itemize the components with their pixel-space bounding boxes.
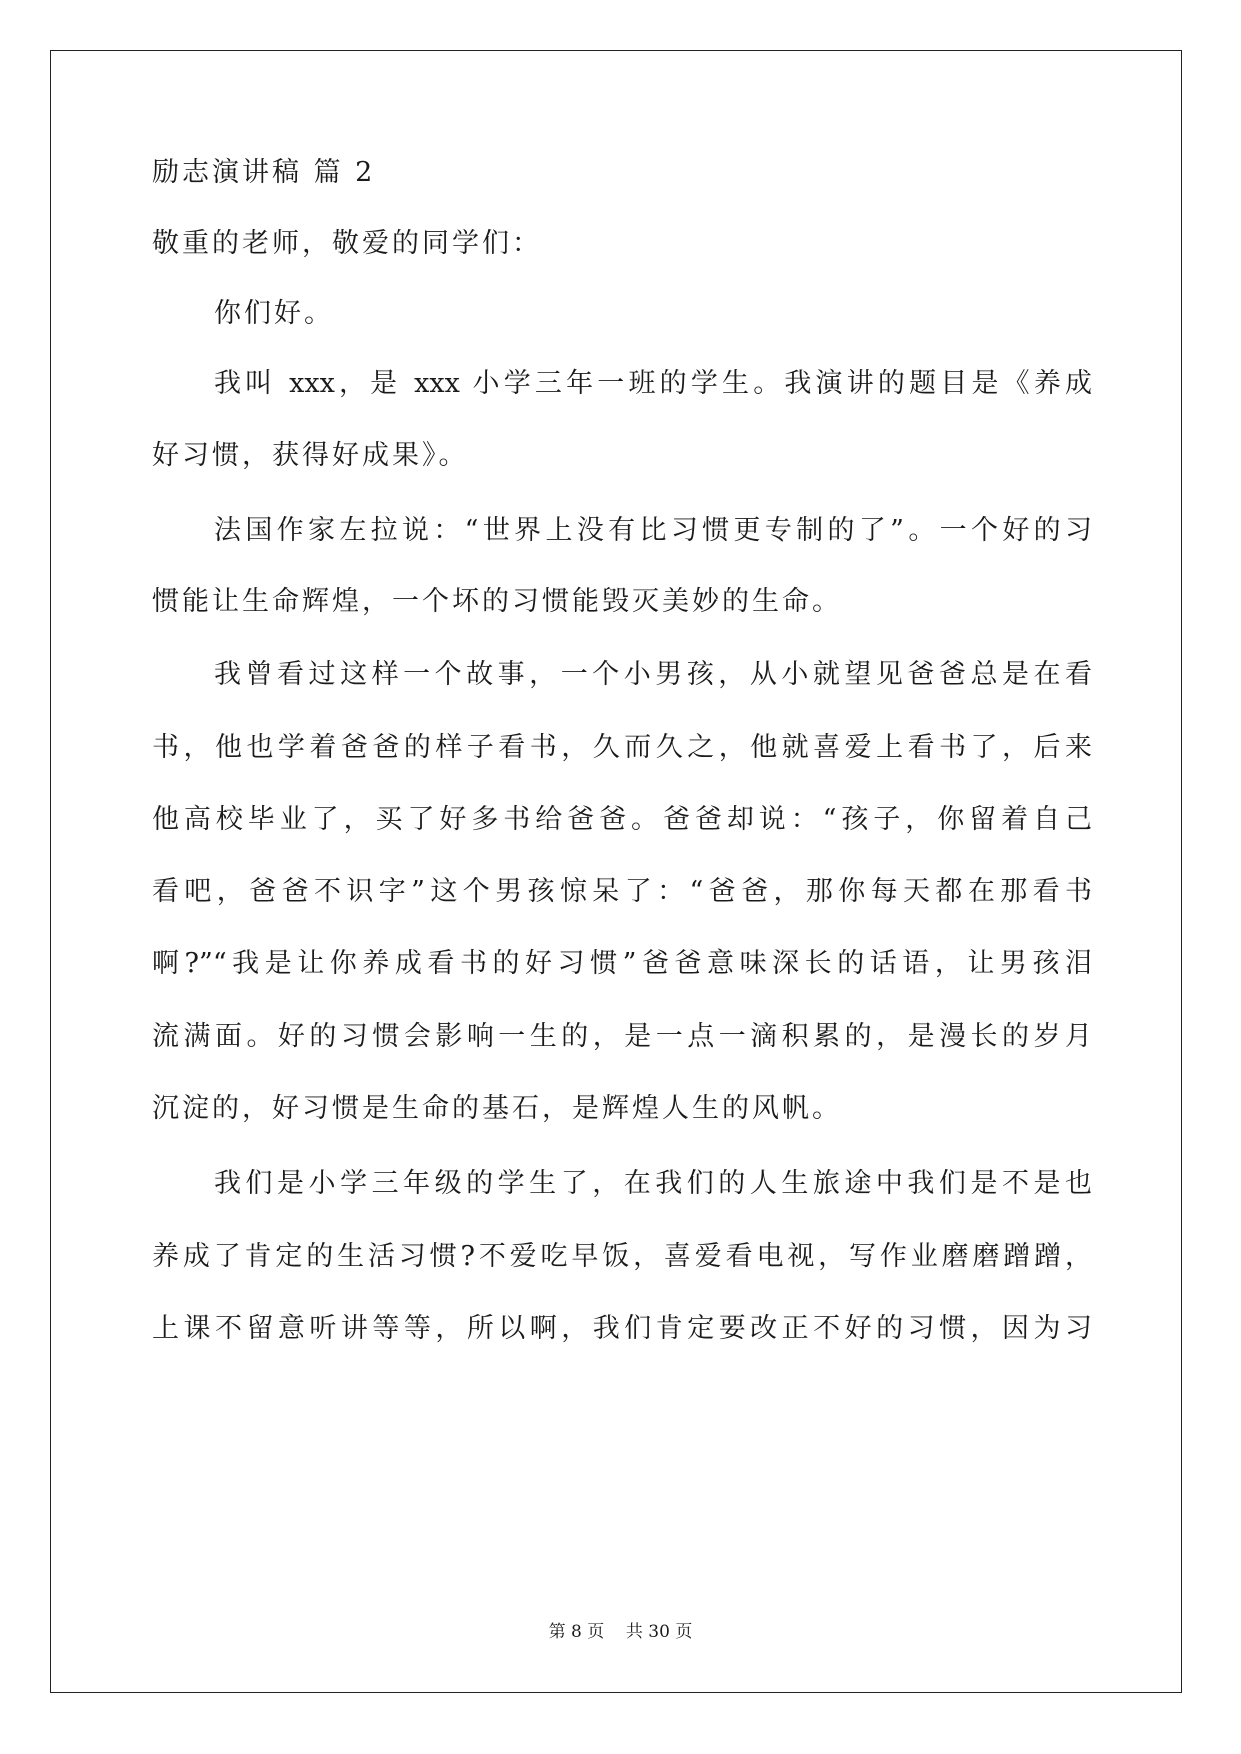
body-line: 我叫 xxx，是 xxx 小学三年一班的学生。我演讲的题目是《养成 [214, 368, 1092, 399]
body-line: 上课不留意听讲等等，所以啊，我们肯定要改正不好的习惯，因为习 [152, 1313, 1092, 1344]
body-line: 养成了肯定的生活习惯?不爱吃早饭，喜爱看电视，写作业磨磨蹭蹭， [152, 1241, 1092, 1272]
body-line: 流满面。好的习惯会影响一生的，是一点一滴积累的，是漫长的岁月 [152, 1021, 1092, 1052]
body-line: 好习惯，获得好成果》。 [152, 440, 469, 471]
body-line: 我们是小学三年级的学生了，在我们的人生旅途中我们是不是也 [214, 1168, 1092, 1199]
body-line: 惯能让生命辉煌，一个坏的习惯能毁灭美妙的生命。 [152, 586, 842, 617]
document-heading: 励志演讲稿 篇 2 [152, 157, 376, 188]
page-number-footer: 第 8 页 共 30 页 [548, 1622, 693, 1642]
body-line: 法国作家左拉说：“世界上没有比习惯更专制的了”。一个好的习 [214, 515, 1092, 546]
body-line: 他高校毕业了，买了好多书给爸爸。爸爸却说：“孩子，你留着自己 [152, 804, 1092, 835]
body-line: 书，他也学着爸爸的样子看书，久而久之，他就喜爱上看书了，后来 [152, 732, 1092, 763]
body-line: 沉淀的，好习惯是生命的基石，是辉煌人生的风帆。 [152, 1093, 842, 1124]
body-line: 你们好。 [214, 298, 334, 329]
body-line: 看吧，爸爸不识字”这个男孩惊呆了：“爸爸，那你每天都在那看书 [152, 876, 1092, 907]
body-line: 啊?”“我是让你养成看书的好习惯”爸爸意味深长的话语，让男孩泪 [152, 948, 1092, 979]
salutation: 敬重的老师，敬爱的同学们： [152, 228, 542, 259]
body-line: 我曾看过这样一个故事，一个小男孩，从小就望见爸爸总是在看 [214, 659, 1092, 690]
